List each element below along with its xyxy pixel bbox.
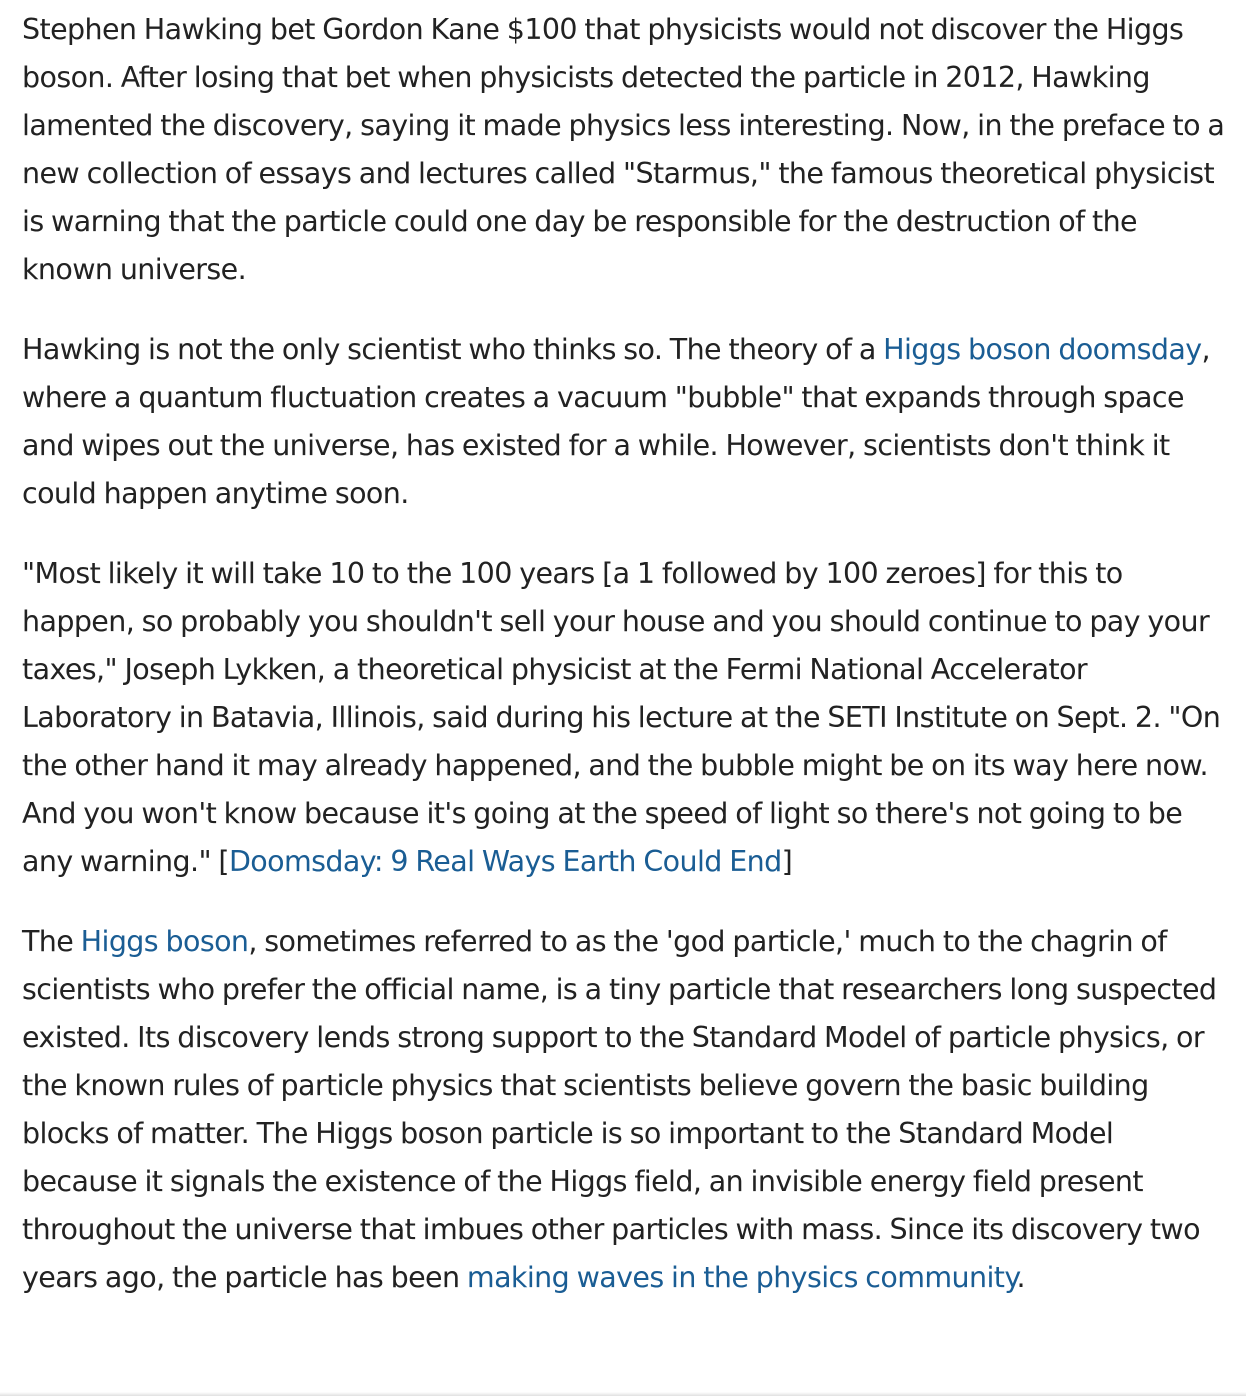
paragraph-3-text-before: "Most likely it will take 10 to the 100 years [a 1 followed by 100 zeroes] for this to happen, so probably you shouldn't sell your house and you should continue to pay your taxes," Joseph Lykken, a theoretical physicist at the Fermi National Accelerator Laboratory in Batavia, Illinois, said during his lecture at the SETI Institute on Sept. 2. "On the other hand it may already happened, and the bubble might be on its way here now. And you won't know because it's going at the speed of light so there's not going to be any warning." [ (22, 557, 1221, 878)
paragraph-4-text-before: The (22, 925, 81, 958)
higgs-boson-link[interactable]: Higgs boson (80, 925, 249, 958)
paragraph-1 (22, 6, 1232, 294)
higgs-boson-doomsday-link[interactable]: Higgs boson doomsday (883, 333, 1202, 366)
paragraph-2-text-after: , where a quantum fluctuation creates a vacuum "bubble" that expands through space and wipes out the universe, has existed for a while. However, scientists don't think it could happen anytime soon. (22, 333, 1210, 510)
article-body (22, 6, 1232, 1334)
paragraph-4-text-after: . (1016, 1261, 1026, 1294)
paragraph-4 (22, 918, 1232, 1302)
paragraph-3 (22, 550, 1232, 886)
paragraph-2 (22, 326, 1232, 518)
paragraph-1-text: Stephen Hawking bet Gordon Kane $100 that physicists would not discover the Higgs boson. After losing that bet when physicists detected the particle in 2012, Hawking lamented the discovery, saying it made physics less interesting. Now, in the preface to a new collection of essays and lectures called "Starmus," the famous theoretical physicist is warning that the particle could one day be responsible for the destruction of the known universe. (22, 13, 1225, 286)
paragraph-4-text-middle: , sometimes referred to as the 'god particle,' much to the chagrin of scientists who prefer the official name, is a tiny particle that researchers long suspected existed. Its discovery lends strong support to the Standard Model of particle physics, or the known rules of particle physics that scientists believe govern the basic building blocks of matter. The Higgs boson particle is so important to the Standard Model because it signals the existence of the Higgs field, an invisible energy field present throughout the universe that imbues other particles with mass. Since its discovery two years ago, the particle has been (22, 925, 1217, 1294)
paragraph-2-text-before: Hawking is not the only scientist who thinks so. The theory of a (22, 333, 884, 366)
doomsday-ways-earth-could-end-link[interactable]: Doomsday: 9 Real Ways Earth Could End (228, 845, 782, 878)
making-waves-link[interactable]: making waves in the physics community (466, 1261, 1017, 1294)
paragraph-3-text-after: ] (781, 845, 793, 878)
bottom-edge-shadow (0, 1392, 1246, 1396)
